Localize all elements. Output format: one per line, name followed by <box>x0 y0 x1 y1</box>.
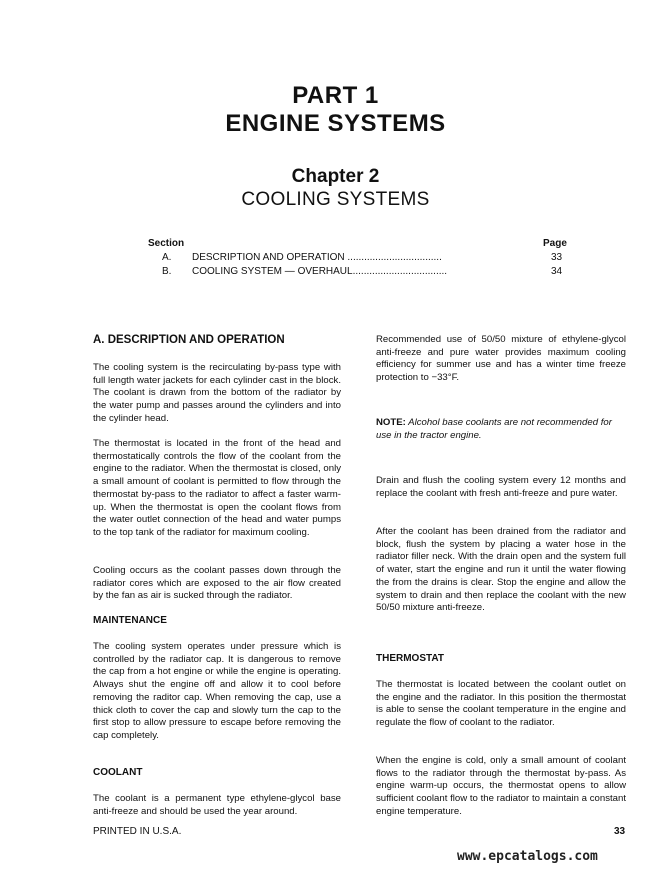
part-number: PART 1 <box>292 82 379 109</box>
chapter-number: Chapter 2 <box>291 166 380 187</box>
coolant-heading: COOLANT <box>93 767 143 778</box>
page-number: 33 <box>614 826 626 837</box>
toc-row-leader: .................................. <box>344 252 442 263</box>
paragraph: After the coolant has been drained from the radiator and block, flush the system by placing a water hose in the radiator filler neck. With the drain open and the system full of water, start the engine and run it until the water flowing the from the drains is clear. Stop the engine and allow the system to drain and then replace the coolant with the new 50/50 mixture anti-freeze. <box>376 526 626 614</box>
note <box>376 417 626 442</box>
toc-row[interactable] <box>192 252 542 263</box>
toc-row-title: COOLING SYSTEM — OVERHAUL <box>192 266 353 277</box>
toc-row-page: 33 <box>551 252 563 263</box>
paragraph: Recommended use of 50/50 mixture of ethylene-glycol anti-freeze and pure water provides maximum cooling efficiency for summer use and has a winter time freeze protection to −33°F. <box>376 334 626 384</box>
thermostat-heading: THERMOSTAT <box>376 653 444 664</box>
printed-in: PRINTED IN U.S.A. <box>93 826 182 837</box>
toc-row[interactable] <box>192 266 542 277</box>
watermark: www.epcatalogs.com <box>457 849 598 864</box>
toc-section-header: Section <box>148 238 185 249</box>
toc-row-page: 34 <box>551 266 563 277</box>
toc-row-letter: B. <box>162 266 172 277</box>
paragraph: Drain and flush the cooling system every 12 months and replace the coolant with fresh anti-freeze and pure water. <box>376 475 626 499</box>
toc-row-leader: .................................. <box>352 266 448 277</box>
toc-row-title: DESCRIPTION AND OPERATION <box>192 252 345 263</box>
chapter-title: COOLING SYSTEMS <box>241 189 430 210</box>
paragraph: The thermostat is located in the front of the head and thermostatically controls the flow of the coolant from the engine to the radiator. When the thermostat is closed, only a small amount of coolant is permitted to flow through the thermostat by-pass to the radiator to affect a faster warm-up. When the thermostat is open the coolant flows from the water outlet connection of the head and water pumps to the top tank of the radiator for maximum cooling. <box>93 438 341 538</box>
paragraph: Cooling occurs as the coolant passes down through the radiator cores which are exposed to the air flow created by the fan as air is sucked through the radiator. <box>93 565 341 602</box>
paragraph: The coolant is a permanent type ethylene-glycol base anti-freeze and should be used the year around. <box>93 793 341 817</box>
paragraph: The thermostat is located between the coolant outlet on the engine and the radiator. In this position the thermostat is able to sense the coolant temperature in the engine and regulate the flow of coolant to the radiator. <box>376 679 626 729</box>
note-label: NOTE: <box>376 417 406 428</box>
toc-page-header: Page <box>543 238 567 249</box>
section-a-heading: A. DESCRIPTION AND OPERATION <box>93 334 285 346</box>
paragraph: The cooling system operates under pressure which is controlled by the radiator cap. It is dangerous to remove the cap from a hot engine or while the engine is operating. Always shut the engine off and allow it to cool before removing the raditor cap. When removing the cap, use a thick cloth to cover the cap and slowly turn the cap to the first stop to allow pressure to escape before removing the cap completely. <box>93 641 341 741</box>
part-title: ENGINE SYSTEMS <box>225 110 446 137</box>
note-text: Alcohol base coolants are not recommended for use in the tractor engine. <box>376 417 612 441</box>
toc-row-letter: A. <box>162 252 172 263</box>
paragraph: When the engine is cold, only a small amount of coolant flows to the radiator through the thermostat by-pass. As engine warm-up occurs, the thermostat opens to allow sufficient coolant flow to the radiator to maintain a constant engine temperature. <box>376 755 626 817</box>
paragraph: The cooling system is the recirculating by-pass type with full length water jackets for each cylinder cast in the block. The coolant is drawn from the bottom of the radiator by the water pump and passes around the cylinders and into the cylinder head. <box>93 362 341 424</box>
maintenance-heading: MAINTENANCE <box>93 615 167 626</box>
